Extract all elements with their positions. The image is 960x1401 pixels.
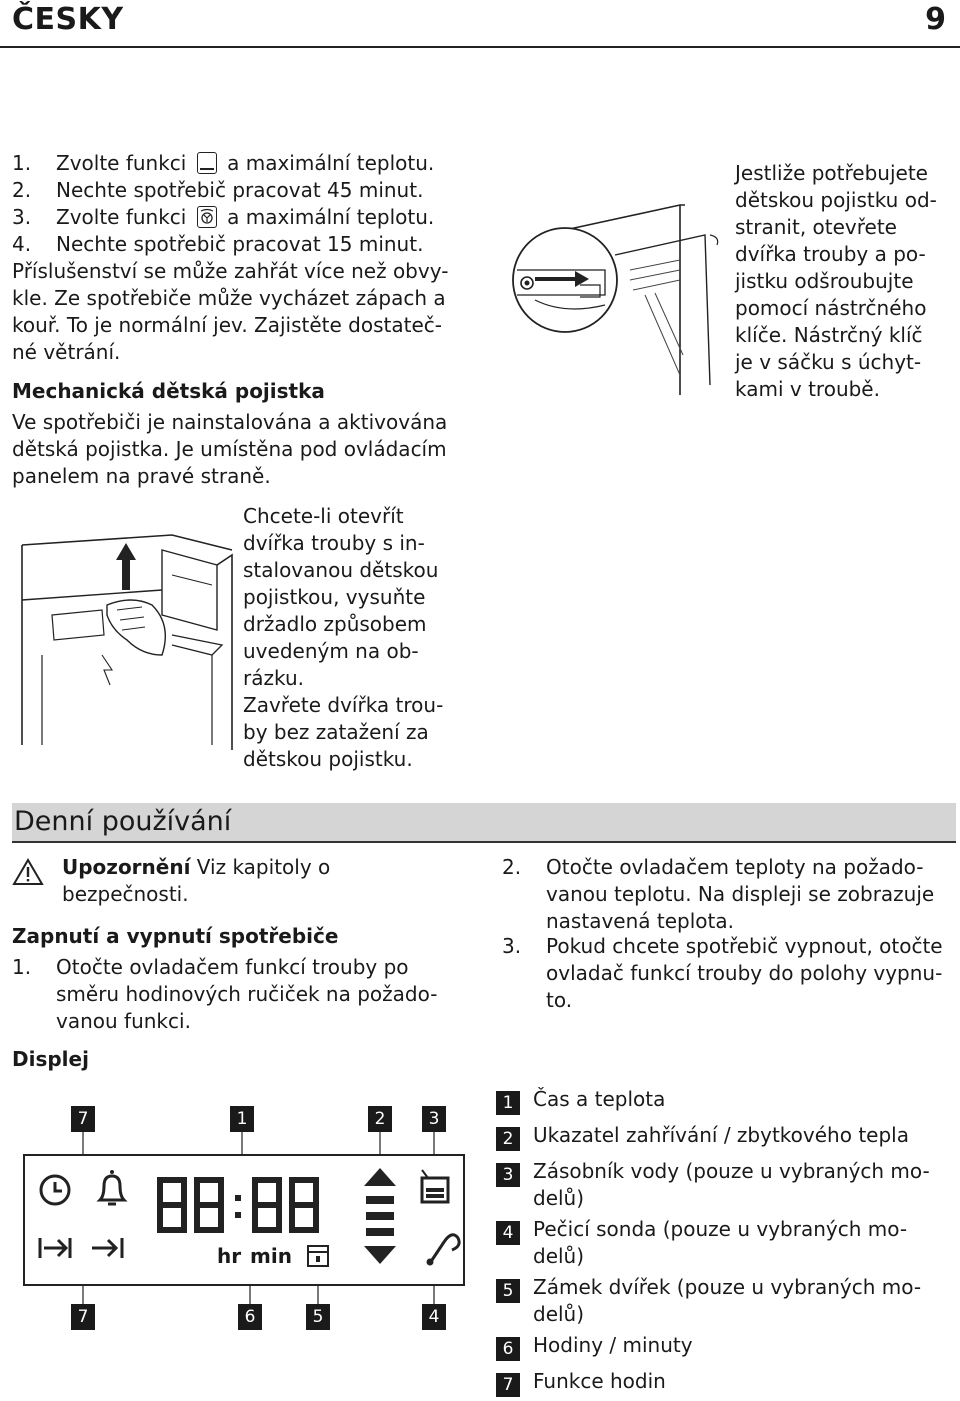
legend-text: Ukazatel zahřívání / zbytkového tepla bbox=[533, 1123, 909, 1147]
intro-paragraph bbox=[12, 258, 448, 366]
step-number: 3. bbox=[12, 205, 32, 229]
callout-top-3: 3 bbox=[422, 1106, 446, 1132]
legend-item-7 bbox=[496, 1368, 956, 1395]
legend-text: Funkce hodin bbox=[533, 1369, 666, 1393]
step-number: 1. bbox=[12, 955, 32, 979]
legend-badge: 4 bbox=[496, 1221, 520, 1245]
step-number: 4. bbox=[12, 232, 32, 256]
legend-badge: 2 bbox=[496, 1127, 520, 1151]
step-text: a maximální teplotu. bbox=[227, 151, 435, 175]
legend-text: delů) bbox=[533, 1244, 585, 1268]
switch-step-1 bbox=[12, 954, 452, 1035]
legend-item-2 bbox=[496, 1122, 956, 1149]
bottom-heat-icon bbox=[197, 152, 217, 174]
open-door-paragraph bbox=[243, 503, 443, 773]
text-line: pomocí nástrčného bbox=[735, 296, 927, 320]
legend-badge: 3 bbox=[496, 1163, 520, 1187]
text-line: uvedeným na ob- bbox=[243, 639, 419, 663]
legend-text: Zásobník vody (pouze u vybraných mo- bbox=[533, 1159, 930, 1183]
text-line: rázku. bbox=[243, 666, 304, 690]
colon-dot-bottom bbox=[235, 1212, 241, 1218]
step-text: Nechte spotřebič pracovat 15 minut. bbox=[56, 232, 424, 256]
text-line: směru hodinových ručiček na požado- bbox=[56, 982, 438, 1006]
text-line: Otočte ovladačem teploty na požado- bbox=[546, 855, 924, 879]
step-text: Zvolte funkci bbox=[56, 205, 187, 229]
callout-bottom-7: 7 bbox=[71, 1304, 95, 1330]
text-line: né větrání. bbox=[12, 340, 121, 364]
step-text: Nechte spotřebič pracovat 45 minut. bbox=[56, 178, 424, 202]
callout-bottom-6: 6 bbox=[238, 1304, 262, 1330]
hr-label: hr bbox=[217, 1244, 242, 1268]
legend-text: Pečicí sonda (pouze u vybraných mo- bbox=[533, 1217, 908, 1241]
warning-label: Upozornění bbox=[62, 855, 191, 879]
section-title: Denní používání bbox=[14, 806, 232, 837]
text-line: pojistkou, vysuňte bbox=[243, 585, 426, 609]
text-line: dvířka trouby a po- bbox=[735, 242, 926, 266]
warning-text bbox=[62, 854, 330, 908]
callout-top-7: 7 bbox=[71, 1106, 95, 1132]
page-number: 9 bbox=[925, 2, 946, 37]
legend-text: delů) bbox=[533, 1186, 585, 1210]
header-divider bbox=[0, 46, 960, 48]
legend-text: Zámek dvířek (pouze u vybraných mo- bbox=[533, 1275, 922, 1299]
text-line: jistku odšroubujte bbox=[735, 269, 914, 293]
step-3 bbox=[12, 204, 434, 231]
warning-icon bbox=[12, 858, 44, 886]
text-line: klíče. Nástrčný klíč bbox=[735, 323, 923, 347]
legend-item-1 bbox=[496, 1086, 956, 1113]
text-line: vanou teplotu. Na displeji se zobrazuje bbox=[546, 882, 935, 906]
step-number: 2. bbox=[12, 178, 32, 202]
mech-lock-paragraph bbox=[12, 409, 447, 490]
legend-text: delů) bbox=[533, 1302, 585, 1326]
heat-indicator-icon bbox=[364, 1168, 396, 1264]
text-line: nastavená teplota. bbox=[546, 909, 734, 933]
step-text: a maximální teplotu. bbox=[227, 205, 435, 229]
text-line: by bez zatažení za bbox=[243, 720, 429, 744]
text-line: Zavřete dvířka trou- bbox=[243, 693, 444, 717]
text-line: je v sáčku s úchyt- bbox=[735, 350, 922, 374]
text-line: Příslušenství se může zahřát více než obvy- bbox=[12, 259, 449, 283]
text-line: stalovanou dětskou bbox=[243, 558, 439, 582]
legend-text: Čas a teplota bbox=[533, 1087, 666, 1111]
mech-lock-heading: Mechanická dětská pojistka bbox=[12, 379, 325, 403]
text-line: kami v troubě. bbox=[735, 377, 880, 401]
legend-badge: 5 bbox=[496, 1279, 520, 1303]
callout-top-1: 1 bbox=[230, 1106, 254, 1132]
step-text: Zvolte funkci bbox=[56, 151, 187, 175]
text-line: držadlo způsobem bbox=[243, 612, 427, 636]
legend-item-5 bbox=[496, 1274, 956, 1328]
text-line: Pokud chcete spotřebič vypnout, otočte bbox=[546, 934, 943, 958]
legend-badge: 7 bbox=[496, 1373, 520, 1397]
display-diagram bbox=[12, 1100, 472, 1340]
display-legend bbox=[496, 1086, 956, 1396]
text-line: stranit, otevřete bbox=[735, 215, 897, 239]
remove-lock-paragraph bbox=[735, 160, 937, 403]
switch-step-3 bbox=[502, 933, 958, 1014]
switch-heading: Zapnutí a vypnutí spotřebiče bbox=[12, 924, 339, 948]
text-line: to. bbox=[546, 988, 573, 1012]
switch-step-2 bbox=[502, 854, 958, 935]
legend-item-4 bbox=[496, 1216, 956, 1270]
legend-item-6 bbox=[496, 1332, 956, 1359]
text-line: Jestliže potřebujete bbox=[735, 161, 928, 185]
text-line: kle. Ze spotřebiče může vycházet zápach a bbox=[12, 286, 446, 310]
step-number: 3. bbox=[502, 934, 522, 958]
step-2 bbox=[12, 177, 423, 204]
step-number: 1. bbox=[12, 151, 32, 175]
child-lock-removal-illustration bbox=[505, 175, 730, 400]
child-lock-open-door-illustration bbox=[12, 505, 237, 755]
callout-bottom-4: 4 bbox=[422, 1304, 446, 1330]
colon-dot-top bbox=[235, 1195, 241, 1201]
page-language-header: ČESKY bbox=[12, 2, 124, 37]
legend-badge: 1 bbox=[496, 1091, 520, 1115]
text-line: dvířka trouby s in- bbox=[243, 531, 425, 555]
callout-bottom-5: 5 bbox=[306, 1304, 330, 1330]
display-heading: Displej bbox=[12, 1047, 89, 1071]
text-line: kouř. To je normální jev. Zajistěte dostateč- bbox=[12, 313, 442, 337]
callout-top-2: 2 bbox=[368, 1106, 392, 1132]
legend-text: Hodiny / minuty bbox=[533, 1333, 693, 1357]
text-line: ovladač funkcí trouby do polohy vypnu- bbox=[546, 961, 943, 985]
step-number: 2. bbox=[502, 855, 522, 879]
warning-text-rest: Viz kapitoly o bbox=[190, 855, 331, 879]
legend-badge: 6 bbox=[496, 1337, 520, 1361]
step-1 bbox=[12, 150, 434, 177]
legend-item-3 bbox=[496, 1158, 956, 1212]
min-label: min bbox=[250, 1244, 292, 1268]
text-line: Otočte ovladačem funkcí trouby po bbox=[56, 955, 409, 979]
text-line: dětská pojistka. Je umístěna pod ovládacím bbox=[12, 437, 447, 461]
text-line: Chcete-li otevřít bbox=[243, 504, 404, 528]
text-line: dětskou pojistku od- bbox=[735, 188, 937, 212]
text-line: bezpečnosti. bbox=[62, 882, 189, 906]
step-4 bbox=[12, 231, 423, 258]
text-line: dětskou pojistku. bbox=[243, 747, 413, 771]
text-line: vanou funkci. bbox=[56, 1009, 191, 1033]
text-line: panelem na pravé straně. bbox=[12, 464, 271, 488]
text-line: Ve spotřebiči je nainstalována a aktivována bbox=[12, 410, 448, 434]
fan-heating-icon bbox=[197, 206, 217, 228]
